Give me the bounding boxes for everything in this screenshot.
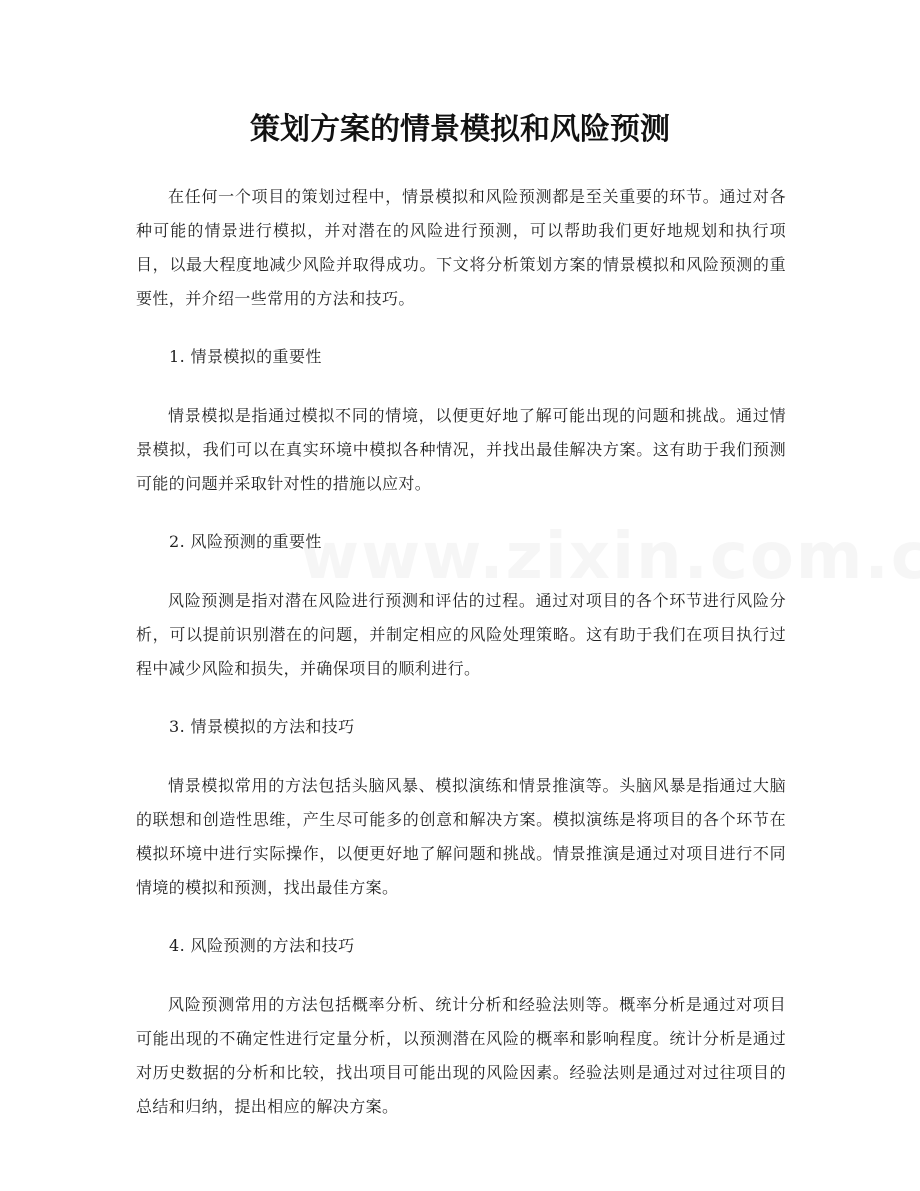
section-heading-2: 2. 风险预测的重要性	[169, 532, 322, 551]
section-heading-3: 3. 情景模拟的方法和技巧	[169, 717, 355, 736]
document-body	[136, 180, 786, 1148]
section-paragraph-2: 风险预测是指对潜在风险进行预测和评估的过程。通过对项目的各个环节进行风险分析，可以提前识别潜在的问题，并制定相应的风险处理策略。这有助于我们在项目执行过程中减少风险和损失，并确保项目的顺利进行。	[136, 591, 786, 678]
section-paragraph-3: 情景模拟常用的方法包括头脑风暴、模拟演练和情景推演等。头脑风暴是指通过大脑的联想和创造性思维，产生尽可能多的创意和解决方案。模拟演练是将项目的各个环节在模拟环境中进行实际操作，以便更好地了解问题和挑战。情景推演是通过对项目进行不同情境的模拟和预测，找出最佳方案。	[136, 776, 786, 897]
section-paragraph-4: 风险预测常用的方法包括概率分析、统计分析和经验法则等。概率分析是通过对项目可能出现的不确定性进行定量分析，以预测潜在风险的概率和影响程度。统计分析是通过对历史数据的分析和比较，找出项目可能出现的风险因素。经验法则是通过对过往项目的总结和归纳，提出相应的解决方案。	[136, 995, 786, 1116]
section-paragraph-1: 情景模拟是指通过模拟不同的情境，以便更好地了解可能出现的问题和挑战。通过情景模拟，我们可以在真实环境中模拟各种情况，并找出最佳解决方案。这有助于我们预测可能的问题并采取针对性的措施以应对。	[136, 406, 786, 493]
section-heading-1: 1. 情景模拟的重要性	[169, 347, 322, 366]
document-title: 策划方案的情景模拟和风险预测	[250, 112, 670, 147]
section-heading-4: 4. 风险预测的方法和技巧	[169, 936, 355, 955]
intro-paragraph: 在任何一个项目的策划过程中，情景模拟和风险预测都是至关重要的环节。通过对各种可能的情景进行模拟，并对潜在的风险进行预测，可以帮助我们更好地规划和执行项目，以最大程度地减少风险并取得成功。下文将分析策划方案的情景模拟和风险预测的重要性，并介绍一些常用的方法和技巧。	[136, 187, 786, 308]
